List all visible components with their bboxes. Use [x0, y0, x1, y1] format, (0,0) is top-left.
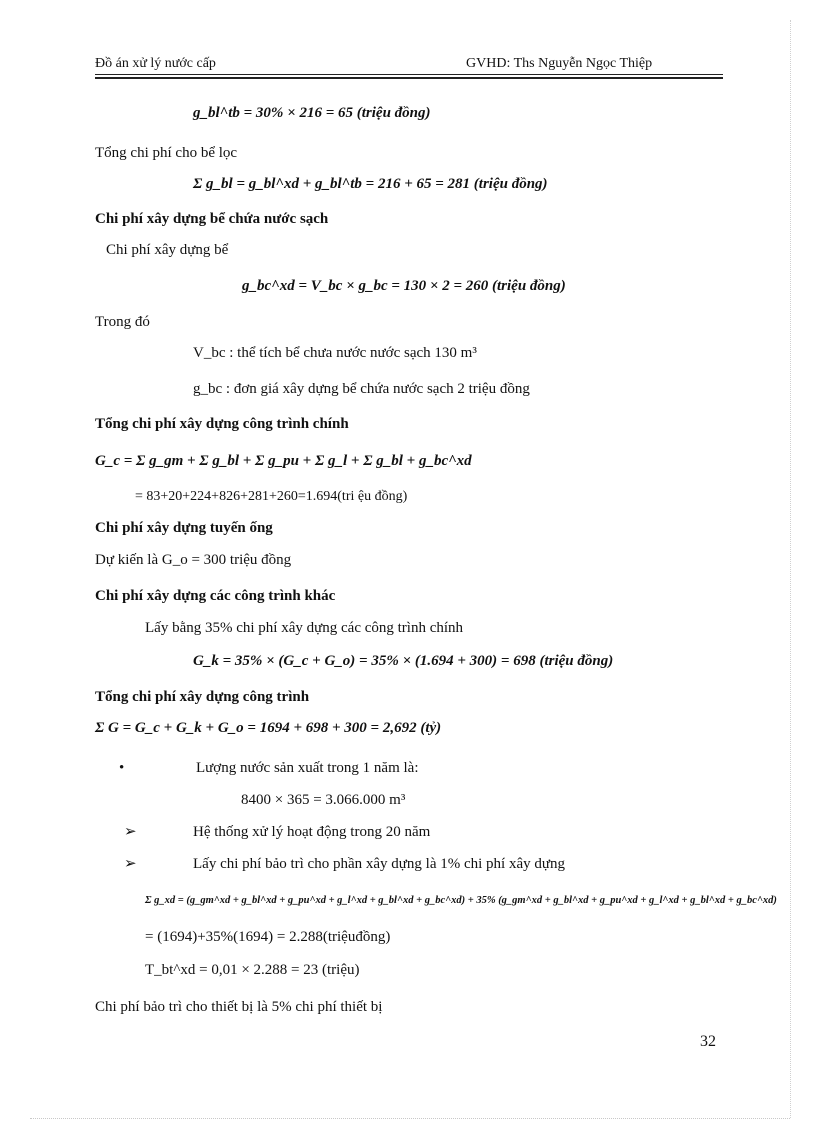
- equation-filter-total: Σ g_bl = g_bl^xd + g_bl^tb = 216 + 65 = 281 (triệu đồng): [193, 176, 548, 192]
- text-other-works-rate: Lấy bằng 35% chi phí xây dựng các công trình chính: [145, 620, 464, 636]
- equation-construction-sum: Σ g_xd = (g_gm^xd + g_bl^xd + g_pu^xd + g_l^xd + g_bl^xd + g_bc^xd) + 35% (g_gm^xd + g_bl^xd + g_pu^xd + g_l^xd + g_bl^xd + g_bc^xd): [145, 895, 777, 906]
- header-rule-thick: [95, 77, 723, 79]
- text-operation-years: Hệ thống xử lý hoạt động trong 20 năm: [193, 824, 431, 840]
- page-bottom-border: [30, 1118, 790, 1119]
- equation-maintenance-cost: T_bt^xd = 0,01 × 2.288 = 23 (triệu): [145, 962, 360, 978]
- heading-total-cost: Tổng chi phí xây dựng công trình: [95, 689, 310, 705]
- text-maintenance-rate: Lấy chi phí bảo trì cho phần xây dựng là 1% chi phí xây dựng: [193, 856, 566, 872]
- text-construction-sum-result: = (1694)+35%(1694) = 2.288(triệuđồng): [145, 929, 391, 945]
- text-annual-water-label: Lượng nước sản xuất trong 1 năm là:: [196, 760, 419, 776]
- heading-main-works-total: Tổng chi phí xây dựng công trình chính: [95, 416, 349, 432]
- text-main-works-result: = 83+20+224+826+281+260=1.694(tri ệu đồng): [135, 489, 408, 504]
- equation-main-works-sum: G_c = Σ g_gm + Σ g_bl + Σ g_pu + Σ g_l + Σ g_bl + g_bc^xd: [95, 453, 472, 469]
- text-pipeline-estimate: Dự kiến là G_o = 300 triệu đồng: [95, 552, 292, 568]
- bullet-arrow-icon-2: ➢: [124, 856, 137, 872]
- text-tank-construction-label: Chi phí xây dựng bể: [106, 242, 229, 258]
- page-right-border: [790, 20, 791, 1118]
- equation-filter-equipment-cost: g_bl^tb = 30% × 216 = 65 (triệu đồng): [193, 105, 431, 121]
- heading-other-works-cost: Chi phí xây dựng các công trình khác: [95, 588, 336, 604]
- bullet-arrow-icon: ➢: [124, 824, 137, 840]
- text-where: Trong đó: [95, 314, 150, 330]
- text-annual-water-value: 8400 × 365 = 3.066.000 m³: [241, 792, 406, 808]
- text-filter-total-label: Tổng chi phí cho bể lọc: [95, 145, 238, 161]
- equation-total-cost: Σ G = G_c + G_k + G_o = 1694 + 698 + 300 = 2,692 (tỷ): [95, 720, 442, 736]
- bullet-dot-icon: •: [119, 760, 125, 776]
- heading-clean-tank-cost: Chi phí xây dựng bể chứa nước sạch: [95, 211, 329, 227]
- equation-tank-construction: g_bc^xd = V_bc × g_bc = 130 × 2 = 260 (triệu đồng): [242, 278, 566, 294]
- text-tank-volume-def: V_bc : thể tích bể chưa nước nước sạch 130 m³: [193, 345, 477, 361]
- header-rule-thin: [95, 74, 723, 75]
- header-right: GVHD: Ths Nguyễn Ngọc Thiệp: [466, 56, 653, 71]
- header-left: Đồ án xử lý nước cấp: [95, 56, 216, 71]
- equation-other-works: G_k = 35% × (G_c + G_o) = 35% × (1.694 + 300) = 698 (triệu đồng): [193, 653, 614, 669]
- text-tank-unit-price-def: g_bc : đơn giá xây dựng bể chứa nước sạch 2 triệu đồng: [193, 381, 530, 397]
- page-number: 32: [700, 1033, 716, 1050]
- heading-pipeline-cost: Chi phí xây dựng tuyến ống: [95, 520, 273, 536]
- text-equipment-maintenance: Chi phí bảo trì cho thiết bị là 5% chi phí thiết bị: [95, 999, 383, 1015]
